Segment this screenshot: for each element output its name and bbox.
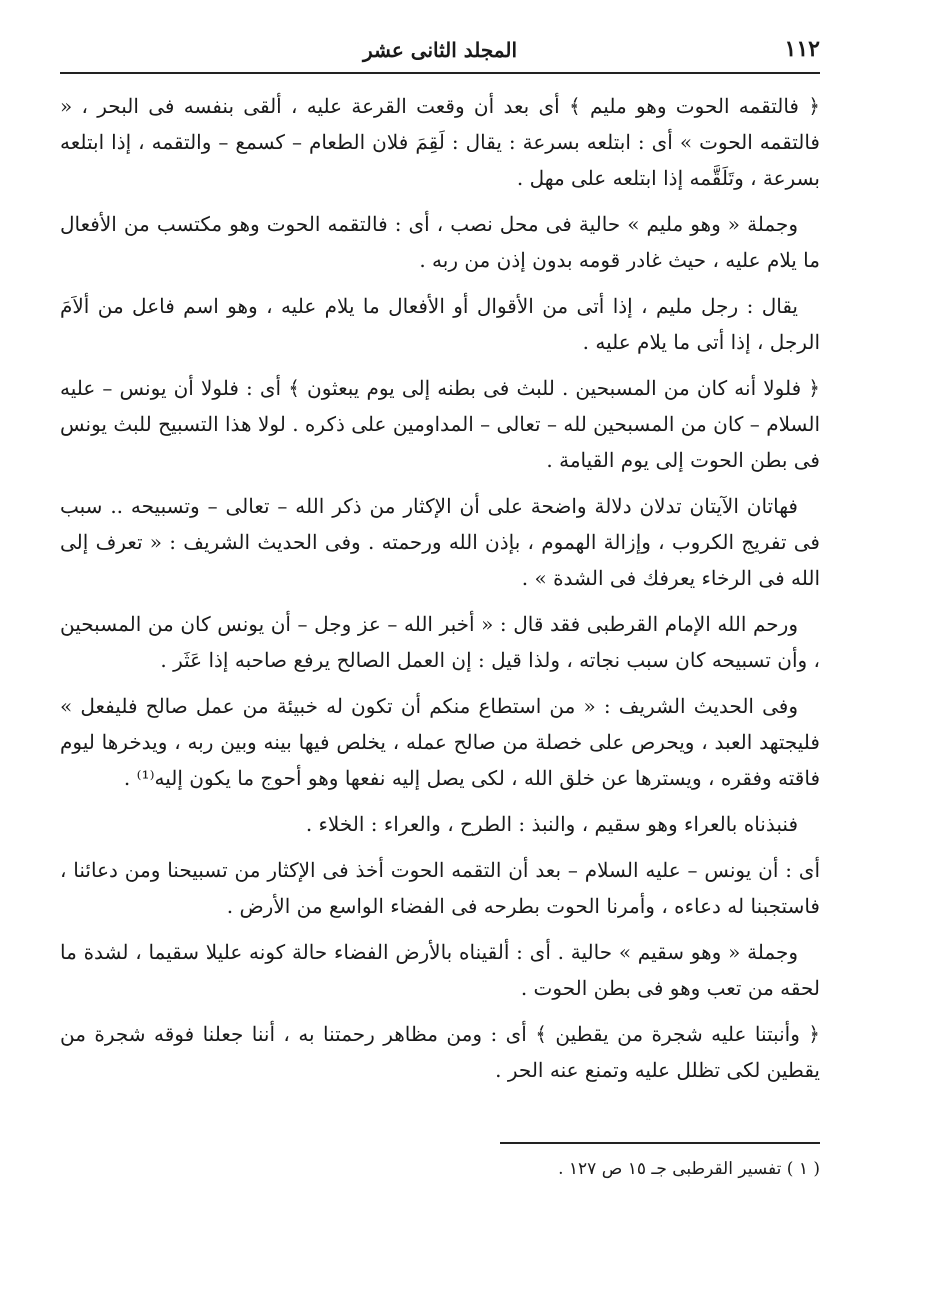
- paragraph-3: يقال : رجل مليم ، إذا أتى من الأقوال أو الأفعال ما يلام عليه ، وهو اسم فاعل من ألاَمَ الرجل ، إذا أتى ما يلام عليه .: [60, 294, 820, 354]
- page-number: ١١٢: [784, 36, 820, 62]
- paragraph-10: وجملة « وهو سقيم » حالية . أى : ألقيناه بالأرض الفضاء حالة كونه عليلا سقيما ، لشدة ما لحقه من تعب وهو فى بطن الحوت .: [60, 940, 820, 1000]
- book-page: [60, 30, 820, 1210]
- paragraph-8: فنبذناه بالعراء وهو سقيم ، والنبذ : الطرح ، والعراء : الخلاء .: [305, 812, 798, 836]
- paragraph-1: ﴿ فالتقمه الحوت وهو مليم ﴾ أى بعد أن وقعت القرعة عليه ، ألقى بنفسه فى البحر ، « فالتقمه الحوت » أى : ابتلعه بسرعة : يقال : لَقِمَ فلان الطعام – كسمع – والتقمه ، إذا ابتلعه بسرعة ، وتَلَقَّمه إذا ابتلعه على مهل .: [60, 94, 820, 190]
- paragraph-6: ورحم الله الإمام القرطبى فقد قال : « أخبر الله – عز وجل – أن يونس كان من المسبحين ، وأن تسبيحه كان سبب نجاته ، ولذا قيل : إن العمل الصالح يرفع صاحبه إذا عَثَر .: [60, 612, 820, 672]
- paragraph-2: وجملة « وهو مليم » حالية فى محل نصب ، أى : فالتقمه الحوت وهو مكتسب من الأفعال ما يلام عليه ، حيث غادر قومه بدون إذن من ربه .: [60, 212, 820, 272]
- paragraph-11: ﴿ وأنبتنا عليه شجرة من يقطين ﴾ أى : ومن مظاهر رحمتنا به ، أننا جعلنا فوقه شجرة من يقطين لكى تظلل عليه وتمنع عنه الحر .: [60, 1022, 820, 1082]
- paragraph-9: أى : أن يونس – عليه السلام – بعد أن التقمه الحوت أخذ فى الإكثار من تسبيحنا ومن دعائنا ، فاستجبنا له دعاءه ، وأمرنا الحوت بطرحه فى الفضاء الواسع من الأرض .: [60, 858, 820, 918]
- page-body: [60, 88, 820, 1088]
- paragraph-4: ﴿ فلولا أنه كان من المسبحين . للبث فى بطنه إلى يوم يبعثون ﴾ أى : فلولا أن يونس – عليه السلام – كان من المسبحين لله – تعالى – المداومين على ذكره . لولا هذا التسبيح للبث يونس فى بطن الحوت إلى يوم القيامة .: [60, 376, 820, 472]
- paragraph-5: فهاتان الآيتان تدلان دلالة واضحة على أن الإكثار من ذكر الله – تعالى – وتسبيحه .. سبب فى تفريج الكروب ، وإزالة الهموم ، بإذن الله ورحمته . وفى الحديث الشريف : « تعرف إلى الله فى الرخاء يعرفك فى الشدة » .: [60, 494, 820, 590]
- footnote-divider: [500, 1142, 820, 1144]
- paragraph-7: وفى الحديث الشريف : « من استطاع منكم أن تكون له خبيئة من عمل صالح فليفعل » فليجتهد العبد ، ويحرص على خصلة من صالح عمله ، يخلص فيها بينه وبين ربه ، ويدخرها ليوم فاقته وفقره ، ويسترها عن خلق الله ، لكى يصل إليه نفعها وهو أحوج ما يكون إليه⁽¹⁾ .: [60, 694, 820, 790]
- footnote: ( ١ ) تفسير القرطبى جـ ١٥ ص ١٢٧ .: [558, 1159, 820, 1179]
- volume-title: المجلد الثانى عشر: [363, 38, 517, 62]
- page-header: [60, 30, 820, 74]
